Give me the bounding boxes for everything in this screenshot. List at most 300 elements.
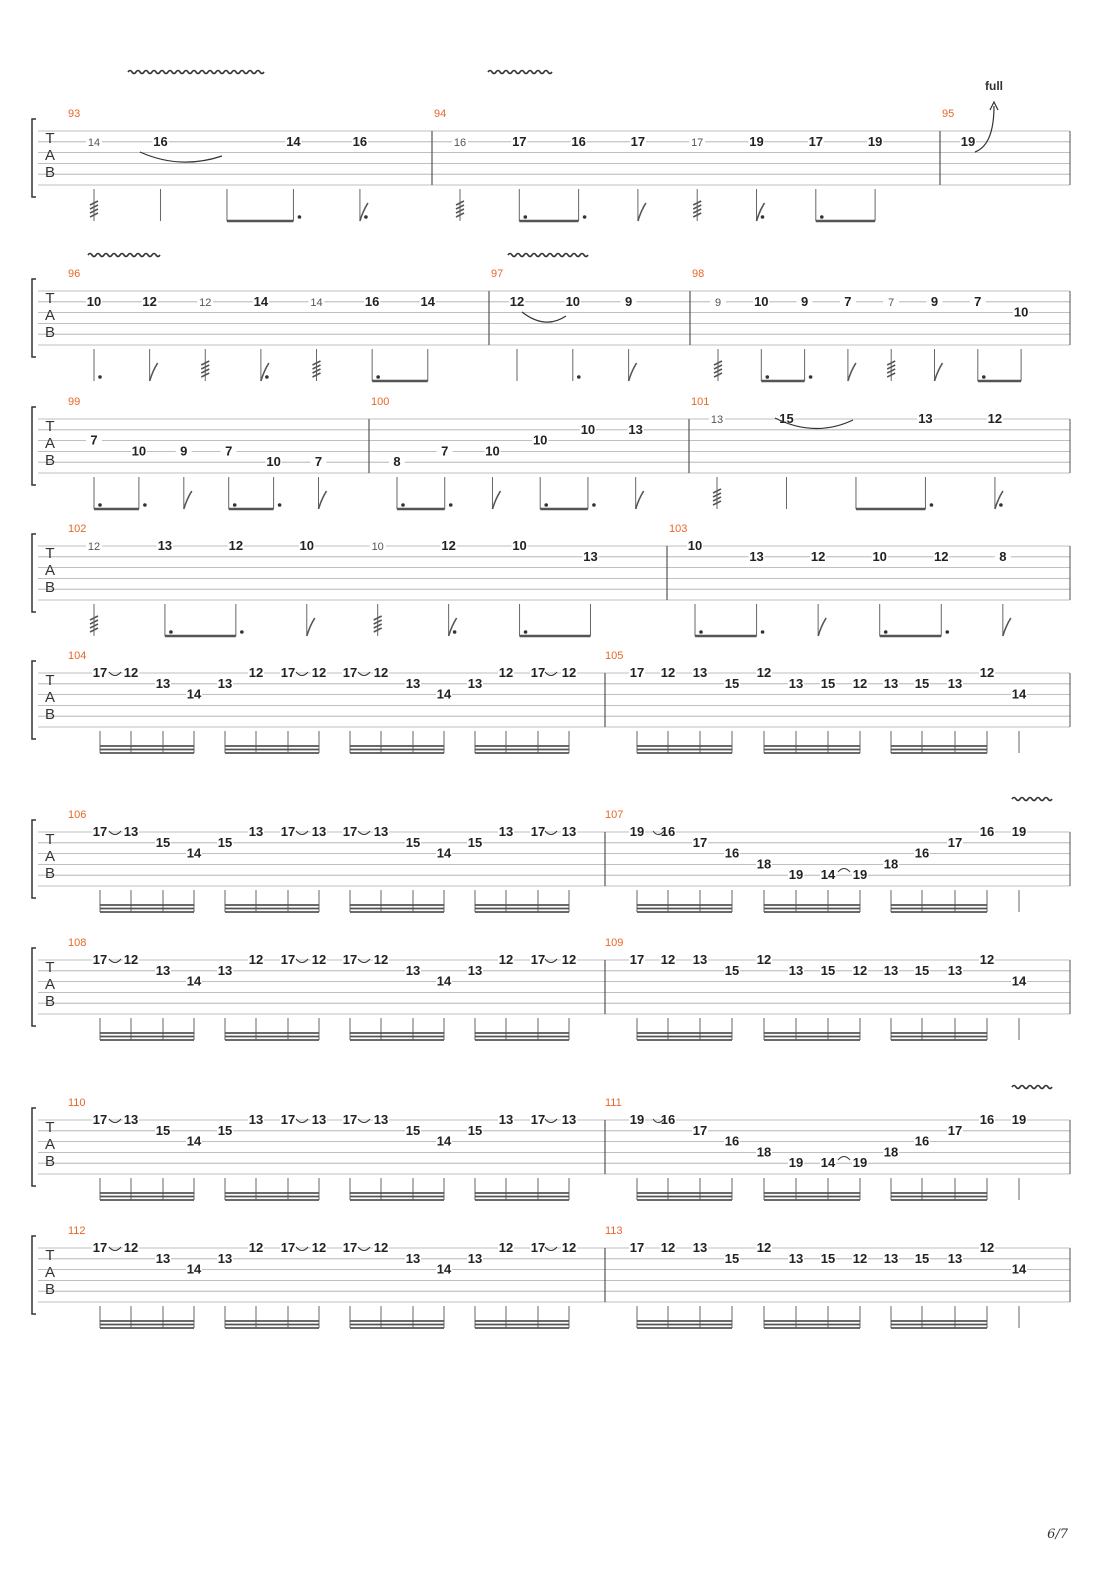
tab-clef-letter: T	[45, 959, 55, 976]
fret-number: 19	[867, 133, 883, 149]
fret-number: 19	[788, 867, 804, 883]
measure-number: 104	[68, 650, 87, 662]
fret-number: 14	[420, 293, 436, 309]
tab-clef-letter: B	[44, 993, 56, 1010]
fret-number: 12	[660, 952, 676, 967]
fret-number: 18	[756, 1144, 772, 1160]
fret-number: 7	[314, 454, 323, 470]
dot	[98, 375, 102, 379]
dot	[982, 375, 986, 379]
tab-system	[32, 809, 1070, 912]
measure-number: 97	[491, 268, 504, 280]
measure-number: 106	[68, 809, 87, 821]
fret-number: 12	[561, 665, 577, 680]
fret-number: 12	[123, 1240, 139, 1255]
tab-clef-letter: B	[44, 164, 56, 181]
fret-number: 13	[405, 1250, 421, 1266]
fret-number: 16	[660, 1112, 676, 1127]
slur-mark	[358, 959, 370, 963]
tab-clef-letter: T	[45, 418, 55, 435]
fret-number: 15	[820, 1250, 836, 1266]
measure-number: 100	[371, 396, 390, 408]
dot	[699, 630, 703, 634]
fret-number: 7	[441, 443, 449, 459]
fret-number: 13	[561, 1112, 577, 1127]
fret-number: 13	[155, 675, 171, 691]
slur-mark	[109, 959, 121, 963]
fret-number: 12	[756, 665, 772, 680]
tab-clef-letter: A	[44, 848, 56, 865]
fret-number: 12	[373, 1240, 389, 1255]
note-flag	[150, 363, 158, 381]
fret-number: 9	[930, 293, 939, 309]
fret-number: 8	[393, 454, 401, 470]
fret-number: 17	[630, 133, 646, 149]
vibrato-mark	[508, 254, 588, 257]
fret-number: 17	[629, 952, 645, 967]
measure-number: 99	[68, 396, 81, 408]
dot	[524, 215, 528, 219]
fret-number: 13	[123, 1112, 139, 1127]
fret-number: 18	[883, 856, 899, 872]
dot	[544, 503, 548, 507]
measure-number: 98	[692, 268, 705, 280]
dot	[809, 375, 813, 379]
fret-number: 17	[280, 824, 296, 839]
fret-number: 10	[687, 538, 703, 553]
fret-number: 15	[155, 834, 171, 850]
fret-number: 17	[92, 1240, 108, 1255]
fret-number: 14	[310, 296, 323, 309]
fret-number: 14	[436, 845, 452, 861]
tab-clef-letter: A	[44, 147, 56, 164]
dot	[577, 375, 581, 379]
fret-number: 13	[467, 962, 483, 978]
fret-number: 16	[364, 293, 380, 309]
fret-number: 12	[311, 1240, 327, 1255]
fret-number: 13	[373, 824, 389, 839]
measure-number: 109	[605, 937, 624, 949]
fret-number: 12	[373, 665, 389, 680]
fret-number: 12	[123, 665, 139, 680]
slur-mark	[109, 831, 121, 835]
page-number: 6/7	[1047, 1527, 1068, 1542]
fret-number: 12	[498, 952, 514, 967]
fret-number: 16	[979, 824, 995, 839]
dot	[449, 503, 453, 507]
note-flag	[848, 363, 856, 381]
fret-number: 12	[509, 293, 525, 309]
fret-number: 13	[123, 824, 139, 839]
fret-number: 13	[405, 962, 421, 978]
fret-number: 12	[810, 548, 826, 564]
fret-number: 12	[979, 1240, 995, 1255]
vibrato-mark	[128, 71, 264, 74]
dot	[401, 503, 405, 507]
fret-number: 13	[311, 1112, 327, 1127]
note-flag	[638, 203, 646, 221]
tab-clef-letter: T	[45, 672, 55, 689]
fret-number: 12	[373, 952, 389, 967]
fret-number: 15	[405, 834, 421, 850]
fret-number: 13	[710, 414, 724, 426]
tab-system	[32, 1225, 1070, 1328]
fret-number: 17	[342, 1240, 358, 1255]
slur-mark	[358, 672, 370, 676]
slur-mark	[545, 959, 557, 963]
fret-number: 12	[979, 952, 995, 967]
fret-number: 10	[131, 443, 147, 459]
fret-number: 10	[86, 293, 102, 309]
fret-number: 15	[724, 962, 740, 978]
fret-number: 17	[280, 952, 296, 967]
fret-number: 12	[123, 952, 139, 967]
fret-number: 14	[186, 686, 202, 702]
tab-clef-letter: T	[45, 1247, 55, 1264]
fret-number: 13	[155, 1250, 171, 1266]
fret-number: 7	[90, 432, 98, 448]
fret-number: 15	[155, 1122, 171, 1138]
note-flag	[184, 491, 192, 509]
system-bracket	[32, 407, 36, 485]
fret-number: 12	[248, 1240, 264, 1255]
fret-number: 14	[436, 1133, 452, 1149]
fret-number: 13	[155, 962, 171, 978]
tab-clef-letter: A	[44, 1136, 56, 1153]
fret-number: 16	[914, 845, 930, 861]
fret-number: 7	[225, 443, 233, 459]
fret-number: 17	[92, 824, 108, 839]
tab-clef-letter: B	[44, 706, 56, 723]
slur-mark	[838, 869, 850, 873]
fret-number: 13	[373, 1112, 389, 1127]
fret-number: 13	[692, 1240, 708, 1255]
fret-number: 13	[788, 675, 804, 691]
measure-number: 111	[605, 1097, 622, 1109]
fret-number: 17	[947, 834, 963, 850]
slur-mark	[109, 1247, 121, 1251]
tab-clef-letter: A	[44, 689, 56, 706]
fret-number: 12	[852, 675, 868, 691]
fret-number: 14	[1011, 686, 1027, 702]
fret-number: 15	[914, 962, 930, 978]
fret-number: 15	[724, 1250, 740, 1266]
system-bracket	[32, 661, 36, 739]
measure-number: 101	[691, 396, 710, 408]
dot	[233, 503, 237, 507]
fret-number: 12	[979, 665, 995, 680]
tab-system	[32, 1097, 1070, 1200]
measure-number: 96	[68, 268, 81, 280]
slur-mark	[358, 831, 370, 835]
fret-number: 13	[157, 538, 173, 553]
fret-number: 13	[918, 411, 933, 426]
fret-number: 17	[92, 952, 108, 967]
system-bracket	[32, 279, 36, 357]
fret-number: 13	[498, 824, 514, 839]
fret-number: 17	[530, 1240, 546, 1255]
fret-number: 17	[342, 952, 358, 967]
bend-arrow	[975, 106, 994, 152]
tab-clef-letter: B	[44, 579, 56, 596]
fret-number: 10	[299, 538, 315, 553]
dot	[376, 375, 380, 379]
fret-number: 16	[914, 1133, 930, 1149]
slur-mark	[358, 1119, 370, 1123]
dot	[143, 503, 147, 507]
dot	[453, 630, 457, 634]
fret-number: 17	[530, 824, 546, 839]
fret-number: 16	[660, 824, 676, 839]
fret-number: 10	[371, 541, 384, 553]
dot	[278, 503, 282, 507]
fret-number: 18	[883, 1144, 899, 1160]
fret-number: 14	[820, 867, 836, 883]
vibrato-mark	[88, 254, 160, 257]
fret-number: 10	[266, 454, 281, 470]
fret-number: 10	[580, 421, 596, 437]
dot	[583, 215, 587, 219]
tab-clef-letter: T	[45, 130, 55, 147]
fret-number: 12	[87, 541, 101, 553]
fret-number: 14	[436, 686, 452, 702]
fret-number: 19	[1011, 824, 1027, 839]
fret-number: 13	[883, 675, 899, 691]
tab-clef-letter: A	[44, 562, 56, 579]
fret-number: 19	[852, 867, 868, 883]
slur-mark	[296, 1119, 308, 1123]
note-flag	[636, 491, 644, 509]
fret-number: 14	[186, 845, 202, 861]
slur-mark	[296, 672, 308, 676]
measure-number: 102	[68, 523, 87, 535]
fret-number: 17	[629, 665, 645, 680]
fret-number: 16	[352, 133, 368, 149]
tab-system	[32, 268, 1070, 381]
slur-mark	[109, 672, 121, 676]
fret-number: 12	[660, 665, 676, 680]
fret-number: 17	[512, 133, 527, 149]
fret-number: 17	[92, 1112, 108, 1127]
slur-mark	[545, 831, 557, 835]
tab-clef-letter: T	[45, 290, 55, 307]
fret-number: 13	[498, 1112, 514, 1127]
fret-number: 18	[756, 856, 772, 872]
fret-number: 13	[749, 548, 764, 564]
tab-clef-letter: A	[44, 435, 56, 452]
dot	[524, 630, 528, 634]
fret-number: 12	[852, 1250, 868, 1266]
fret-number: 13	[947, 675, 963, 691]
fret-number: 15	[405, 1122, 421, 1138]
tab-clef-letter: B	[44, 452, 56, 469]
fret-number: 17	[92, 665, 108, 680]
tab-clef-letter: T	[45, 545, 55, 562]
tab-clef-letter: B	[44, 1281, 56, 1298]
fret-number: 12	[441, 538, 456, 553]
fret-number: 12	[228, 538, 244, 553]
fret-number: 15	[820, 962, 836, 978]
tab-clef-letter: T	[45, 1119, 55, 1136]
vibrato-mark	[488, 71, 552, 74]
fret-number: 14	[286, 133, 301, 149]
fret-number: 13	[692, 952, 708, 967]
fret-number: 13	[947, 1250, 963, 1266]
fret-number: 12	[142, 293, 157, 309]
fret-number: 10	[872, 548, 887, 564]
fret-number: 13	[628, 421, 643, 437]
fret-number: 12	[311, 665, 327, 680]
measure-number: 113	[605, 1225, 623, 1237]
fret-number: 15	[217, 834, 233, 850]
fret-number: 17	[342, 824, 358, 839]
fret-number: 9	[714, 296, 722, 309]
fret-number: 15	[779, 411, 794, 426]
fret-number: 13	[405, 675, 421, 691]
fret-number: 13	[692, 665, 708, 680]
tab-system	[32, 650, 1070, 753]
dot	[820, 215, 824, 219]
dot	[761, 215, 765, 219]
fret-number: 13	[947, 962, 963, 978]
fret-number: 12	[756, 952, 772, 967]
fret-number: 7	[888, 296, 895, 309]
dot	[766, 375, 770, 379]
fret-number: 8	[999, 548, 1007, 564]
fret-number: 17	[530, 665, 546, 680]
tab-system	[32, 937, 1070, 1040]
tab-clef-letter: A	[44, 976, 56, 993]
fret-number: 14	[186, 1261, 202, 1277]
fret-number: 14	[186, 973, 202, 989]
measure-number: 95	[942, 108, 955, 120]
fret-number: 10	[512, 538, 527, 553]
fret-number: 16	[453, 136, 467, 149]
fret-number: 12	[987, 411, 1003, 426]
measure-number: 93	[68, 108, 81, 120]
fret-number: 17	[947, 1122, 963, 1138]
slur-mark	[838, 1157, 850, 1161]
fret-number: 13	[583, 548, 598, 564]
note-flag	[307, 618, 315, 636]
slur-mark	[358, 1247, 370, 1251]
system-bracket	[32, 1236, 36, 1314]
fret-number: 12	[852, 962, 868, 978]
fret-number: 15	[217, 1122, 233, 1138]
fret-number: 13	[788, 962, 804, 978]
fret-number: 19	[852, 1155, 868, 1171]
measure-number: 108	[68, 937, 87, 949]
dot	[364, 215, 368, 219]
dot	[884, 630, 888, 634]
fret-number: 17	[280, 1112, 296, 1127]
fret-number: 10	[532, 432, 548, 448]
system-bracket	[32, 534, 36, 612]
measure-number: 94	[434, 108, 447, 120]
system-bracket	[32, 119, 36, 197]
fret-number: 14	[186, 1133, 202, 1149]
fret-number: 12	[561, 952, 577, 967]
fret-number: 13	[311, 824, 327, 839]
note-flag	[935, 363, 943, 381]
dot	[945, 630, 949, 634]
fret-number: 15	[467, 834, 483, 850]
dot	[298, 215, 302, 219]
fret-number: 19	[629, 824, 645, 839]
slur-mark	[545, 1119, 557, 1123]
fret-number: 14	[436, 973, 452, 989]
tab-clef-letter: B	[44, 865, 56, 882]
fret-number: 14	[436, 1261, 452, 1277]
fret-number: 16	[979, 1112, 995, 1127]
fret-number: 17	[280, 1240, 296, 1255]
dot	[999, 503, 1003, 507]
fret-number: 17	[629, 1240, 645, 1255]
fret-number: 17	[692, 834, 708, 850]
bend-label: full	[985, 79, 1003, 93]
fret-number: 9	[624, 293, 633, 309]
fret-number: 19	[960, 133, 976, 149]
fret-number: 10	[754, 293, 769, 309]
note-flag	[1003, 618, 1011, 636]
fret-number: 13	[217, 1250, 233, 1266]
measure-number: 107	[605, 809, 624, 821]
slur-mark	[109, 1119, 121, 1123]
tab-clef-letter: A	[44, 1264, 56, 1281]
dot	[761, 630, 765, 634]
fret-number: 17	[691, 136, 704, 149]
fret-number: 17	[280, 665, 296, 680]
fret-number: 14	[253, 293, 269, 309]
fret-number: 9	[800, 293, 809, 309]
tab-system	[32, 396, 1070, 509]
fret-number: 13	[788, 1250, 804, 1266]
tab-clef-letter: B	[44, 324, 56, 341]
slur-mark	[545, 1247, 557, 1251]
note-flag	[492, 491, 500, 509]
fret-number: 13	[467, 1250, 483, 1266]
dot	[930, 503, 934, 507]
tab-clef-letter: B	[44, 1153, 56, 1170]
fret-number: 17	[692, 1122, 708, 1138]
fret-number: 17	[342, 1112, 358, 1127]
fret-number: 14	[1011, 1261, 1027, 1277]
system-bracket	[32, 948, 36, 1026]
fret-number: 16	[153, 133, 168, 149]
fret-number: 14	[820, 1155, 836, 1171]
fret-number: 12	[199, 296, 212, 309]
slur-mark	[296, 831, 308, 835]
fret-number: 7	[844, 293, 852, 309]
note-flag	[818, 618, 826, 636]
fret-number: 12	[311, 952, 327, 967]
fret-number: 16	[724, 845, 740, 861]
slur-mark	[545, 672, 557, 676]
fret-number: 12	[498, 665, 514, 680]
fret-number: 13	[248, 824, 264, 839]
tab-clef-letter: A	[44, 307, 56, 324]
vibrato-mark	[1012, 798, 1052, 801]
fret-number: 13	[217, 675, 233, 691]
fret-number: 10	[565, 293, 581, 309]
fret-number: 19	[749, 133, 764, 149]
fret-number: 13	[883, 962, 899, 978]
fret-number: 13	[467, 675, 483, 691]
tab-system	[32, 108, 1070, 221]
fret-number: 15	[724, 675, 740, 691]
tab-system	[32, 523, 1070, 636]
note-flag	[319, 491, 327, 509]
